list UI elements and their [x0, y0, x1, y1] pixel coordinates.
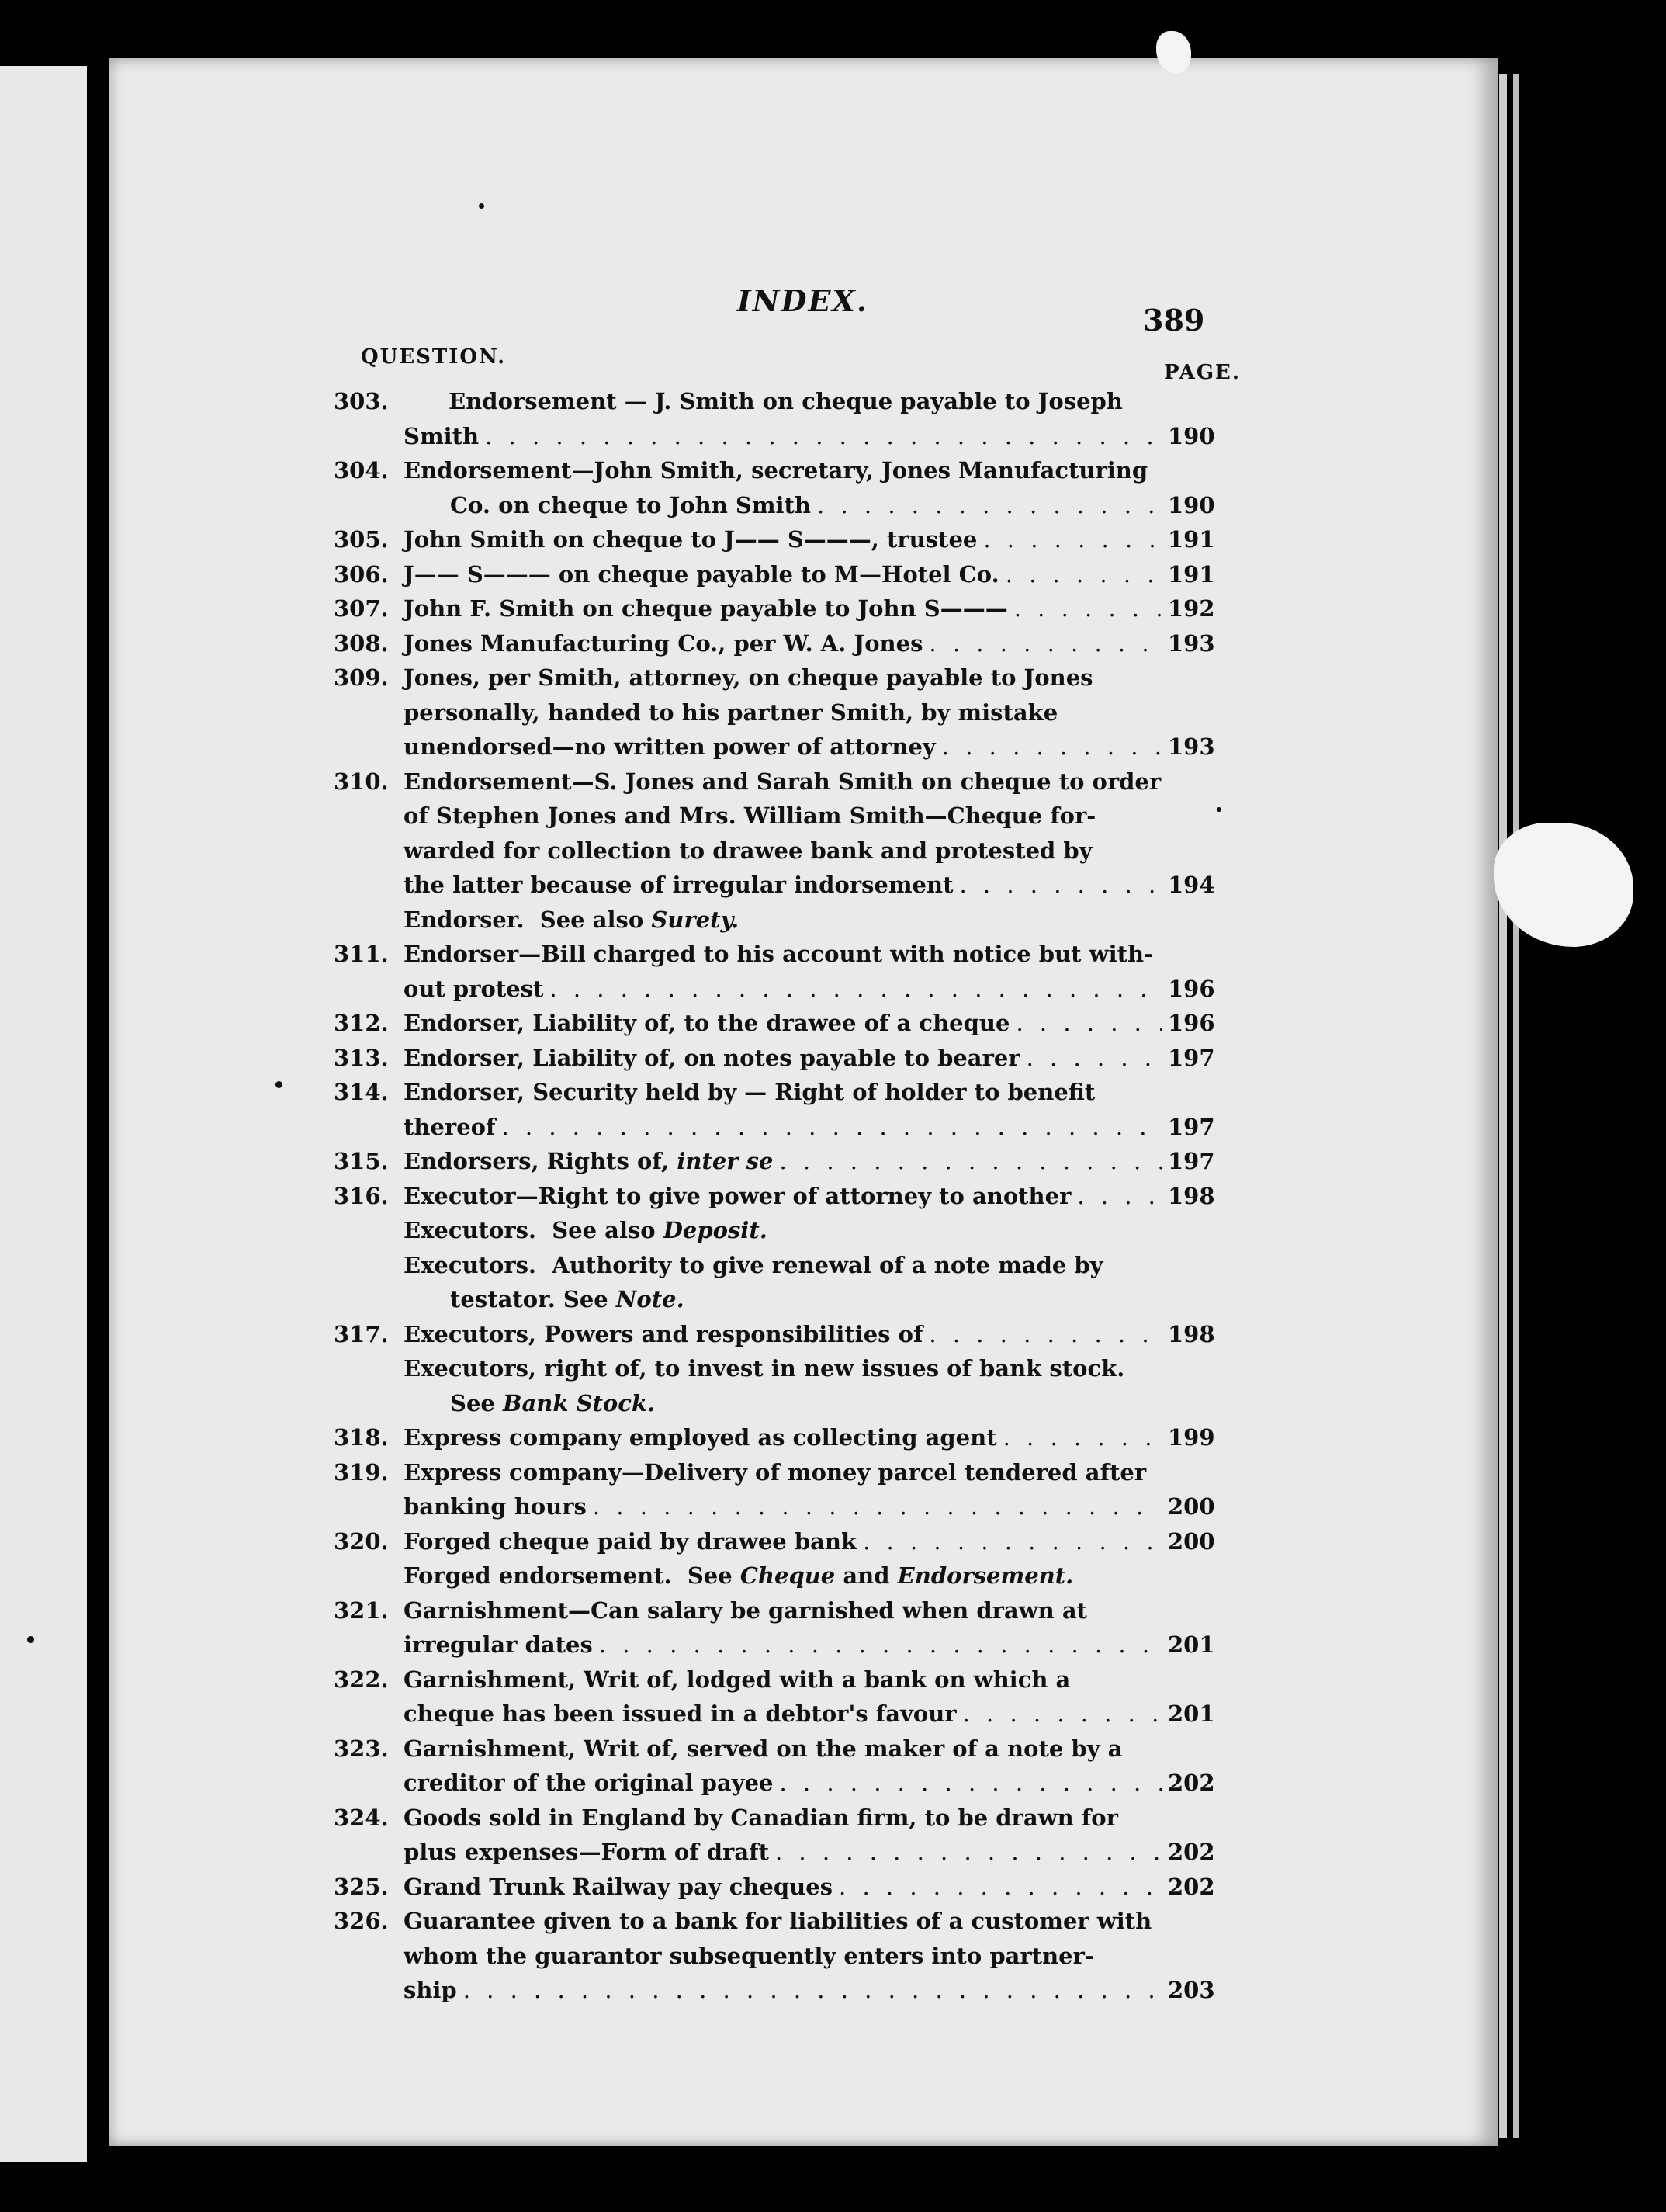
see-also-entry: Executors. See also Deposit.	[404, 1217, 767, 1243]
index-entry-320: 320. Forged cheque paid by drawee bank . . . 200	[334, 1524, 1211, 1559]
speck	[275, 1081, 282, 1088]
speck	[27, 1636, 34, 1643]
page-edge	[1513, 74, 1519, 2138]
index-entry-317: 317. Executors, Powers and responsibilities of . . . 198	[334, 1317, 1211, 1352]
index-entry-319: 319. Express company—Delivery of money parcel tendered after banking hours . . . 200	[334, 1455, 1211, 1524]
index-entry-318: 318. Express company employed as collecting agent . . . 199	[334, 1420, 1211, 1455]
index-entry-303: 303. Endorsement — J. Smith on cheque payable to Joseph Smith . . . 190	[334, 384, 1211, 453]
index-entry-323: 323. Garnishment, Writ of, served on the maker of a note by a creditor of the original payee . . . 202	[334, 1732, 1211, 1801]
see-entry: Forged endorsement. See Cheque and Endorsement.	[404, 1562, 1074, 1589]
index-entry-326: 326. Guarantee given to a bank for liabilities of a customer with whom the guarantor subsequently enters into partner- ship . . . 203	[334, 1904, 1211, 2008]
index-entry-305: 305. John Smith on cheque to J—— S———, trustee . . . 191	[334, 522, 1211, 557]
see-also-entry: Endorser. See also Surety.	[404, 906, 739, 933]
page-edge	[1499, 74, 1507, 2138]
index-list	[334, 384, 1215, 2008]
page-number: 389	[1143, 303, 1205, 338]
index-entry-312: 312. Endorser, Liability of, to the drawee of a cheque . . . 196	[334, 1006, 1211, 1041]
index-entry-307: 307. John F. Smith on cheque payable to John S——— . . . 192	[334, 591, 1211, 626]
see-entry: Executors. Authority to give renewal of a note made by testator. See Note.	[404, 1251, 1103, 1312]
index-entry-324: 324. Goods sold in England by Canadian firm, to be drawn for plus expenses—Form of draft . . . 202	[334, 1801, 1211, 1870]
index-entry-314: 314. Endorser, Security held by — Right of holder to benefit thereof . . . 197	[334, 1075, 1211, 1144]
page-column-header: PAGE.	[1164, 361, 1241, 384]
index-entry-315: 315. Endorsers, Rights of, inter se . . . 197	[334, 1144, 1211, 1179]
index-entry-304: 304. Endorsement—John Smith, secretary, Jones Manufacturing Co. on cheque to John Smith . . . 190	[334, 453, 1211, 522]
index-entry-313: 313. Endorser, Liability of, on notes payable to bearer . . . 197	[334, 1041, 1211, 1076]
index-entry-325: 325. Grand Trunk Railway pay cheques . . . 202	[334, 1870, 1211, 1905]
speck	[1217, 807, 1221, 812]
speck	[479, 203, 484, 209]
index-entry-309: 309. Jones, per Smith, attorney, on cheque payable to Jones personally, handed to his partner Smith, by mistake unendorsed—no written power of attorney . . . 193	[334, 660, 1211, 764]
index-entry-321: 321. Garnishment—Can salary be garnished when drawn at irregular dates . . . 201	[334, 1593, 1211, 1662]
facing-page-edge	[0, 66, 87, 2162]
index-entry-310: 310. Endorsement—S. Jones and Sarah Smith on cheque to order of Stephen Jones and Mrs. William Smith—Cheque for- warded for collection to drawee bank and protested by the latter because of irregular indorsement . . . 194	[334, 764, 1211, 903]
question-column-header: QUESTION.	[361, 345, 507, 369]
index-entry-306: 306. J—— S——— on cheque payable to M—Hotel Co. . . . 191	[334, 557, 1211, 592]
index-entry-311: 311. Endorser—Bill charged to his account with notice but with- out protest . . . 196	[334, 937, 1211, 1006]
index-entry-308: 308. Jones Manufacturing Co., per W. A. Jones . . . 193	[334, 626, 1211, 661]
page-title: INDEX.	[737, 283, 869, 318]
see-entry: Executors, right of, to invest in new issues of bank stock. See Bank Stock.	[404, 1355, 1125, 1416]
index-entry-322: 322. Garnishment, Writ of, lodged with a bank on which a cheque has been issued in a debtor's favour . . . 201	[334, 1662, 1211, 1732]
index-entry-316: 316. Executor—Right to give power of attorney to another . . . 198	[334, 1179, 1211, 1214]
